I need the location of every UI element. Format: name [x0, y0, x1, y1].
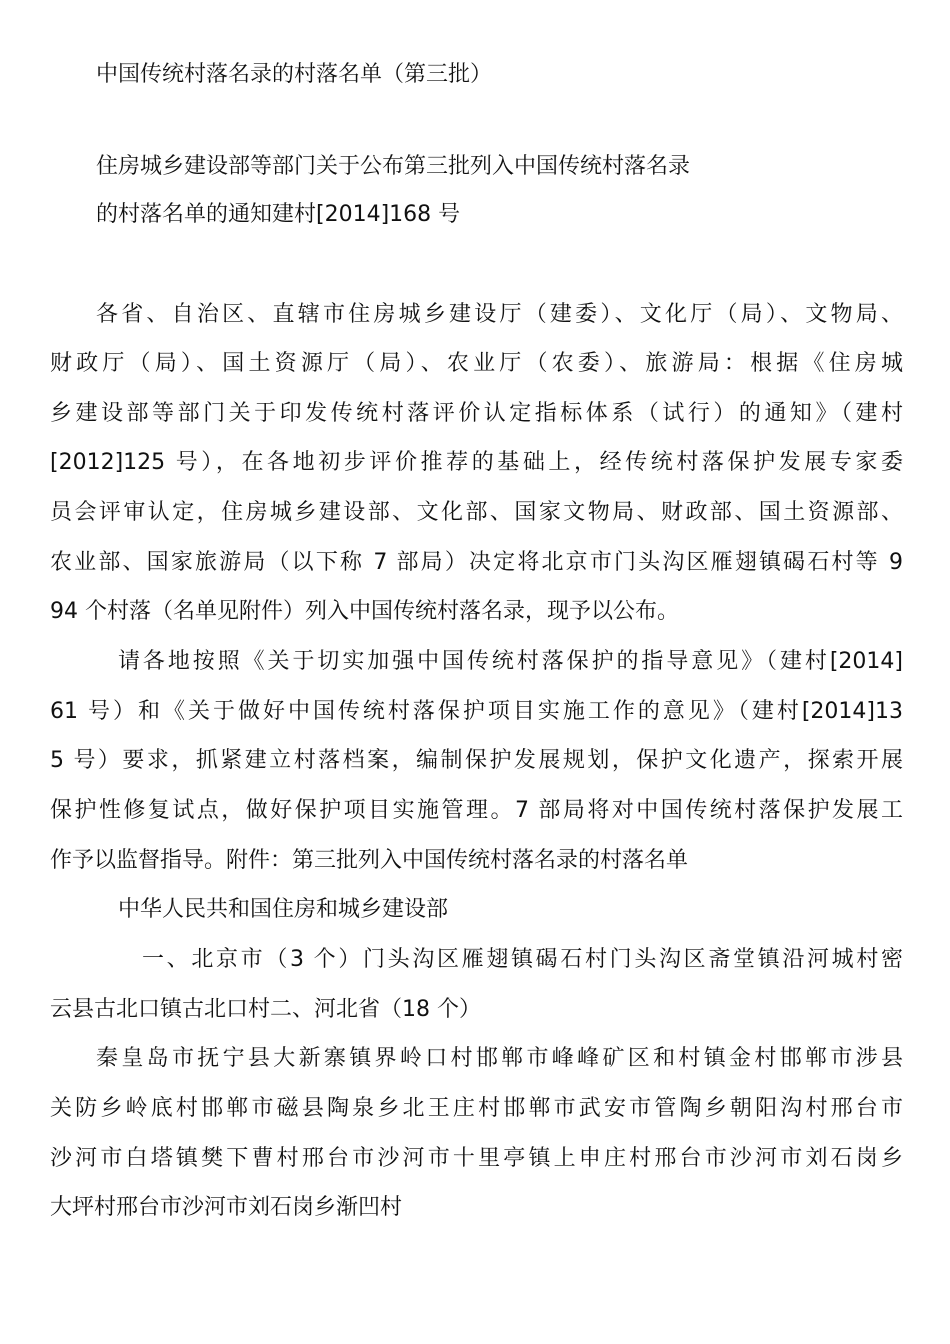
paragraph-2-line-1: 请各地按照《关于切实加强中国传统村落保护的指导意见》（建村[2014] [118, 649, 903, 674]
section-2-line-4: 大坪村邢台市沙河市刘石岗乡渐凹村 [50, 1195, 403, 1220]
paragraph-1-line-5: 员会评审认定，住房城乡建设部、文化部、国家文物局、财政部、国土资源部、 [50, 500, 903, 525]
paragraph-2-line-4: 保护性修复试点，做好保护项目实施管理。7 部局将对中国传统村落保护发展工 [50, 798, 903, 823]
paragraph-1-line-2: 财政厅（局）、国土资源厅（局）、农业厅（农委）、旅游局：根据《住房城 [50, 351, 903, 376]
paragraph-1-line-4: [2012]125 号），在各地初步评价推荐的基础上，经传统村落保护发展专家委 [50, 450, 903, 475]
notice-title-line-2: 的村落名单的通知建村[2014]168 号 [96, 202, 461, 227]
paragraph-2-line-3: 5 号）要求，抓紧建立村落档案，编制保护发展规划，保护文化遗产，探索开展 [50, 748, 903, 773]
paragraph-2-line-5: 作予以监督指导。附件：第三批列入中国传统村落名录的村落名单 [50, 848, 689, 873]
paragraph-1-line-1: 各省、自治区、直辖市住房城乡建设厅（建委）、文化厅（局）、文物局、 [96, 302, 903, 327]
paragraph-2-line-2: 61 号）和《关于做好中国传统村落保护项目实施工作的意见》（建村[2014]13 [50, 699, 903, 724]
section-2-line-1: 秦皇岛市抚宁县大新寨镇界岭口村邯郸市峰峰矿区和村镇金村邯郸市涉县 [96, 1046, 903, 1071]
section-1-line-1: 一、北京市（3 个）门头沟区雁翅镇碣石村门头沟区斋堂镇沿河城村密 [142, 947, 903, 972]
paragraph-1-line-7: 94 个村落（名单见附件）列入中国传统村落名录，现予以公布。 [50, 599, 679, 624]
section-2-line-2: 关防乡岭底村邯郸市磁县陶泉乡北王庄村邯郸市武安市管陶乡朝阳沟村邢台市 [50, 1096, 903, 1121]
section-2-line-3: 沙河市白塔镇樊下曹村邢台市沙河市十里亭镇上申庄村邢台市沙河市刘石岗乡 [50, 1146, 903, 1171]
section-1-line-2: 云县古北口镇古北口村二、河北省（18 个） [50, 997, 481, 1022]
notice-title-line-1: 住房城乡建设部等部门关于公布第三批列入中国传统村落名录 [96, 154, 691, 179]
paragraph-1-line-6: 农业部、国家旅游局（以下称 7 部局）决定将北京市门头沟区雁翅镇碣石村等 9 [50, 550, 903, 575]
paragraph-1-line-3: 乡建设部等部门关于印发传统村落评价认定指标体系（试行）的通知》（建村 [50, 401, 903, 426]
document-title: 中国传统村落名录的村落名单（第三批） [96, 62, 493, 87]
issuer: 中华人民共和国住房和城乡建设部 [118, 897, 449, 922]
